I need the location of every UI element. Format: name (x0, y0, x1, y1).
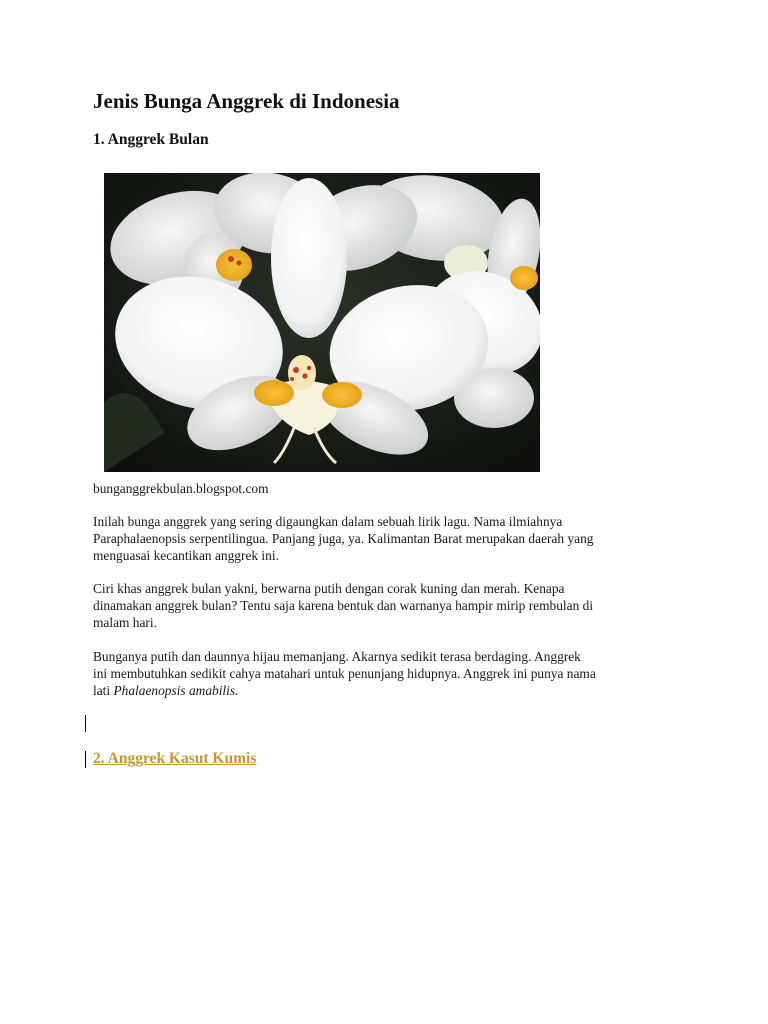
text-cursor (85, 715, 86, 732)
paragraph-1 (93, 513, 693, 564)
scientific-name: Phalaenopsis amabilis. (113, 683, 239, 698)
document-title: Jenis Bunga Anggrek di Indonesia (93, 89, 400, 113)
paragraph-3-line: Bunganya putih dan daunnya hijau memanjang. Akarnya sedikit terasa berdaging. Anggrek (93, 649, 581, 664)
paragraph-3-line: ini membutuhkan sedikit cahya matahari untuk penunjang hidupnya. Anggrek ini punya nama (93, 666, 596, 681)
paragraph-2-line: Ciri khas anggrek bulan yakni, berwarna putih dengan corak kuning dan merah. Kenapa (93, 581, 565, 596)
paragraph-3 (93, 648, 693, 699)
paragraph-2-line: malam hari. (93, 615, 157, 630)
paragraph-1-line: Inilah bunga anggrek yang sering digaungkan dalam sebuah lirik lagu. Nama ilmiahnya (93, 514, 563, 529)
image-caption: bunganggrekbulan.blogspot.com (93, 481, 269, 496)
paragraph-2-line: dinamakan anggrek bulan? Tentu saja karena bentuk dan warnanya hampir mirip rembulan di (93, 598, 594, 613)
paragraph-1-line: Paraphalaenopsis serpentilingua. Panjang juga, ya. Kalimantan Barat merupakan daerah yang (93, 531, 594, 546)
paragraph-3-prefix: lati (93, 683, 114, 698)
paragraph-2 (93, 580, 693, 631)
section-heading-anggrek-bulan: 1. Anggrek Bulan (93, 131, 209, 148)
paragraph-3-line (93, 682, 693, 699)
orchid-photo (104, 173, 540, 472)
text-cursor (85, 751, 86, 768)
section-heading-link-anggrek-kasut-kumis[interactable]: 2. Anggrek Kasut Kumis (93, 750, 257, 767)
paragraph-1-line: menguasai kecantikan anggrek ini. (93, 548, 279, 563)
